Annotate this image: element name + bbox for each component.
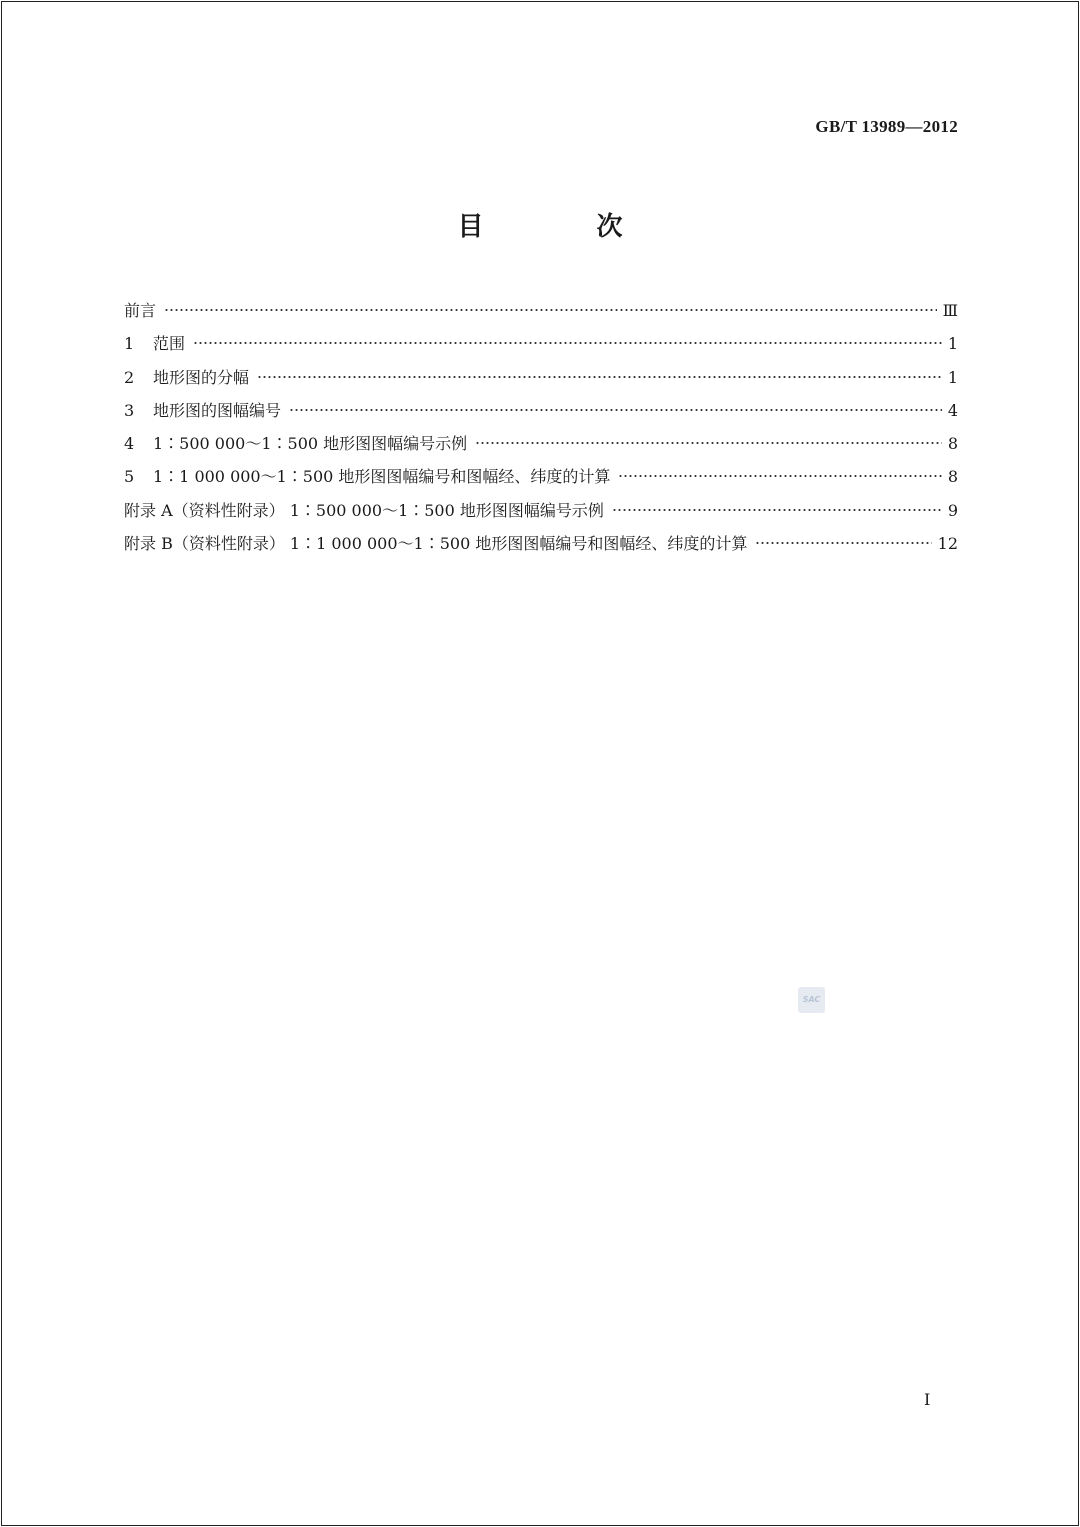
toc-entry-number: 1 — [124, 334, 135, 354]
toc-entry-label: 1∶1 000 000～1∶500 地形图图幅编号和图幅经、纬度的计算 — [153, 467, 611, 487]
toc-entry-coordinate-calculation[interactable] — [124, 462, 958, 495]
toc-dot-leader — [257, 367, 942, 387]
toc-entry-appendix-a[interactable] — [124, 496, 958, 529]
toc-dot-leader — [193, 333, 942, 353]
toc-entry-page: 8 — [947, 434, 958, 454]
toc-entry-appendix-b[interactable] — [124, 529, 958, 562]
toc-entry-label: 附录 B（资料性附录） 1∶1 000 000～1∶500 地形图图幅编号和图幅经、纬度的计算 — [124, 534, 748, 554]
toc-dot-leader — [164, 300, 937, 320]
toc-entry-page: 4 — [947, 400, 958, 420]
toc-entry-label: 附录 A（资料性附录） 1∶500 000～1∶500 地形图图幅编号示例 — [124, 500, 604, 520]
toc-entry-label: 地形图的图幅编号 — [153, 400, 282, 420]
toc-dot-leader — [618, 466, 941, 486]
toc-entry-foreword[interactable] — [124, 296, 958, 329]
toc-entry-page: Ⅲ — [942, 301, 958, 320]
page-title: 目 次 — [457, 212, 675, 242]
toc-entry-page: 8 — [947, 467, 958, 487]
toc-entry-label: 1∶500 000～1∶500 地形图图幅编号示例 — [153, 434, 468, 454]
sac-watermark-logo: SAC — [798, 987, 825, 1013]
toc-entry-page: 9 — [947, 500, 958, 520]
table-of-contents — [124, 296, 958, 562]
toc-entry-page: 1 — [947, 334, 958, 354]
toc-dot-leader — [755, 533, 931, 553]
toc-dot-leader — [475, 433, 942, 453]
toc-entry-label: 地形图的分幅 — [153, 367, 250, 387]
toc-entry-label: 前言 — [124, 301, 157, 320]
toc-entry-sheet-division[interactable] — [124, 363, 958, 396]
toc-entry-page: 1 — [947, 367, 958, 387]
standard-number: GB/T 13989—2012 — [815, 117, 958, 136]
toc-entry-numbering-examples[interactable] — [124, 429, 958, 462]
toc-dot-leader — [289, 400, 942, 420]
toc-entry-number: 4 — [124, 434, 135, 454]
toc-entry-number: 3 — [124, 400, 135, 420]
page-number: I — [924, 1390, 931, 1409]
toc-dot-leader — [612, 500, 942, 520]
toc-entry-sheet-numbering[interactable] — [124, 396, 958, 429]
toc-entry-page: 12 — [937, 534, 958, 554]
toc-entry-label: 范围 — [153, 334, 186, 354]
toc-entry-scope[interactable] — [124, 329, 958, 362]
toc-entry-number: 5 — [124, 467, 135, 487]
toc-entry-number: 2 — [124, 367, 135, 387]
